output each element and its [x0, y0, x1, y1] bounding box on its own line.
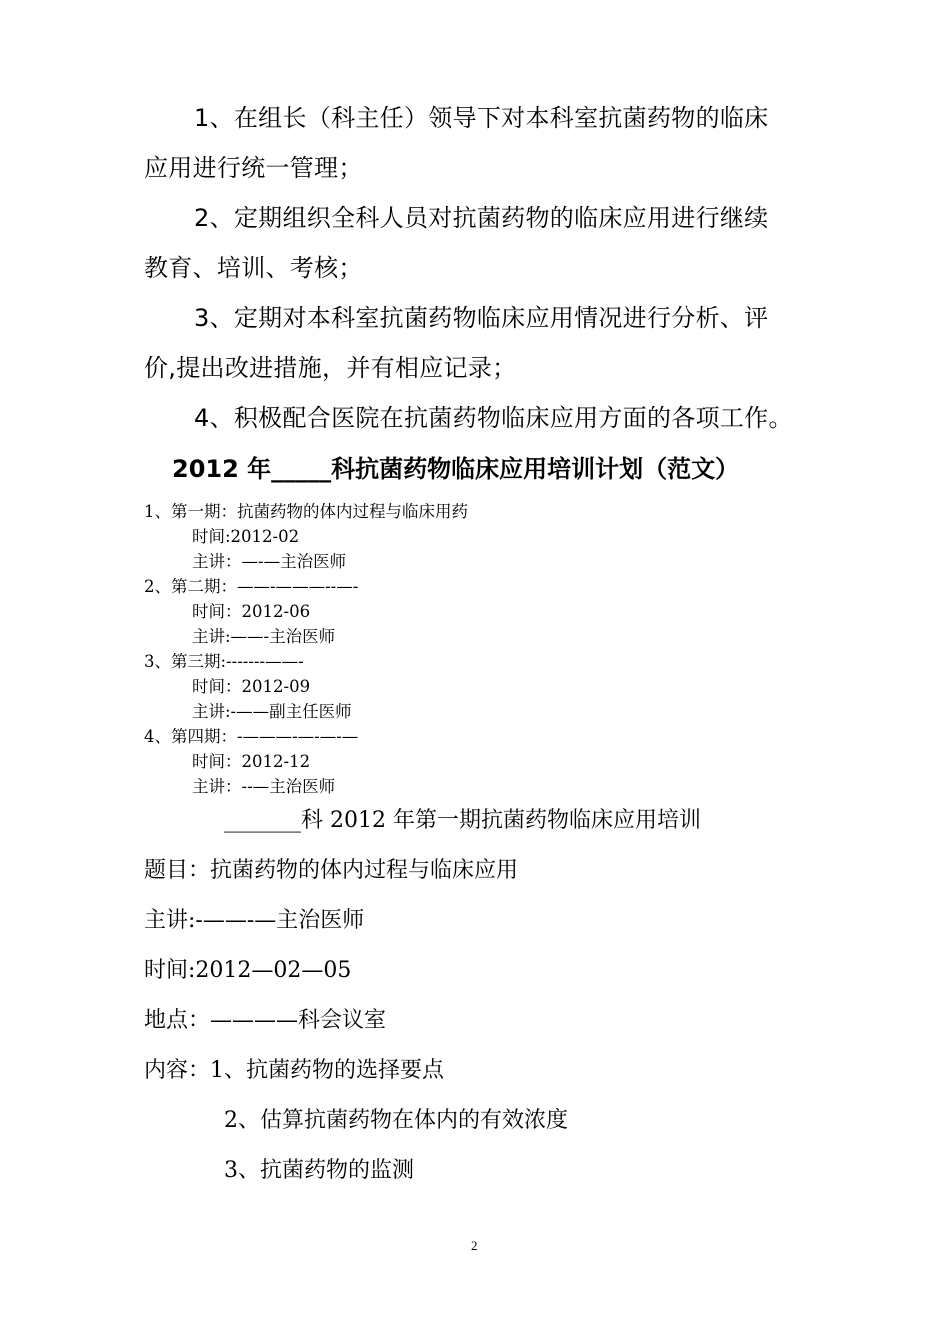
- session-lecturer: 主讲:-——-—主治医师: [144, 908, 365, 933]
- schedule-item-2-time: 时间：2012-06: [192, 602, 311, 621]
- duty-line-2: 2、定期组织全科人员对抗菌药物的临床应用进行继续: [194, 204, 769, 232]
- schedule-item-4-time: 时间：2012-12: [192, 752, 311, 771]
- schedule-item-3-time: 时间：2012-09: [192, 677, 311, 696]
- page-number: 2: [471, 1238, 478, 1253]
- schedule-item-1-lecturer: 主讲：—-—主治医师: [192, 552, 347, 571]
- schedule-item-4-lecturer: 主讲：--—主治医师: [192, 777, 336, 796]
- duty-line-1: 1、在组长（科主任）领导下对本科室抗菌药物的临床: [194, 104, 769, 132]
- session-content-3: 3、抗菌药物的监测: [224, 1158, 414, 1183]
- duty-line-2-cont: 教育、培训、考核；: [144, 254, 363, 282]
- session-content-2: 2、估算抗菌药物在体内的有效浓度: [224, 1108, 568, 1133]
- schedule-item-4: 4、第四期：-———-—-—-—: [144, 727, 359, 746]
- duty-line-4: 4、积极配合医院在抗菌药物临床应用方面的各项工作。: [194, 404, 793, 432]
- session-content-1: 内容：1、抗菌药物的选择要点: [144, 1058, 444, 1083]
- duty-line-1-cont: 应用进行统一管理；: [144, 154, 363, 182]
- session-place: 地点：————科会议室: [144, 1008, 387, 1033]
- session-time: 时间:2012—02—05: [144, 958, 352, 983]
- session-heading: _______科 2012 年第一期抗菌药物临床应用培训: [224, 808, 701, 833]
- duty-line-3-cont: 价,提出改进措施，并有相应记录；: [144, 354, 517, 382]
- session-topic: 题目：抗菌药物的体内过程与临床应用: [144, 858, 519, 883]
- schedule-item-1-time: 时间:2012-02: [192, 527, 300, 546]
- schedule-item-3-lecturer: 主讲:-——副主任医师: [192, 702, 352, 721]
- schedule-item-1: 1、第一期：抗菌药物的体内过程与临床用药: [144, 502, 468, 521]
- schedule-item-2: 2、第二期：——-———--—-: [144, 577, 359, 596]
- schedule-item-2-lecturer: 主讲:——-主治医师: [192, 627, 336, 646]
- plan-title: 2012 年_____科抗菌药物临床应用培训计划（范文）: [172, 455, 740, 483]
- duty-line-3: 3、定期对本科室抗菌药物临床应用情况进行分析、评: [194, 304, 769, 332]
- schedule-item-3: 3、第三期:-------——-: [144, 652, 304, 671]
